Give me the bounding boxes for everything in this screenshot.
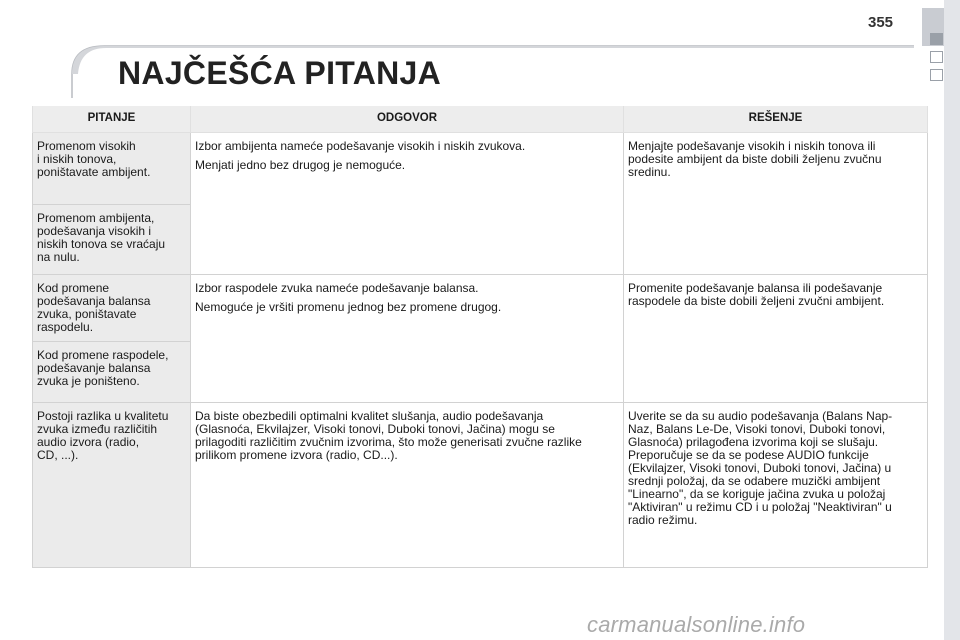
solution-cell <box>624 402 928 567</box>
answer-text: Da biste obezbedili optimalni kvalitet slušanja, audio podešavanja (Glasnoća, Ekvilajzer, Visoki tonovi, Duboki tonovi, Jačina) mogu se prilagoditi različitim zvučnim izvorima, što može generisati zvučne razlike prilikom promene izvora (radio, CD...). <box>195 408 582 462</box>
page-title: NAJČEŠĆA PITANJA <box>118 55 442 91</box>
page-number: 355 <box>868 14 894 31</box>
tab-square-icon <box>930 51 943 63</box>
question-text: Kod promene podešavanja balansa zvuka, poništavate raspodelu. <box>37 280 151 334</box>
tab-square-icon <box>930 69 943 81</box>
solution-text: Promenite podešavanje balansa ili podešavanje raspodele da biste dobili željeni zvučni ambijent. <box>628 280 885 308</box>
question-cell <box>33 341 191 402</box>
table-row <box>33 132 928 204</box>
table-row <box>33 402 928 567</box>
answer-cell <box>191 132 624 274</box>
answer-cell <box>191 274 624 402</box>
question-text: Promenom visokih i niskih tonova, poništavate ambijent. <box>37 138 151 179</box>
solution-text: Menjajte podešavanje visokih i niskih tonova ili podesite ambijent da biste dobili željenu zvučnu sredinu. <box>628 138 882 179</box>
table-row <box>33 274 928 341</box>
question-text: Promenom ambijenta, podešavanja visokih i niskih tonova se vraćaju na nulu. <box>37 210 166 264</box>
column-header: ODGOVOR <box>191 106 624 132</box>
answer-text: Menjati jedno bez drugog je nemoguće. <box>195 157 406 172</box>
watermark: carmanualsonline.info <box>587 612 806 637</box>
answer-text: Izbor raspodele zvuka nameće podešavanje balansa. <box>195 280 479 295</box>
answer-cell <box>191 402 624 567</box>
table-header-row <box>33 106 928 132</box>
answer-text: Izbor ambijenta nameće podešavanje visokih i niskih zvukova. <box>195 138 526 153</box>
tab-square-icon <box>930 33 943 45</box>
question-text: Postoji razlika u kvalitetu zvuka između različitih audio izvora (radio, CD, ...). <box>37 408 169 462</box>
solution-cell <box>624 274 928 402</box>
faq-table <box>32 106 928 568</box>
question-cell <box>33 274 191 341</box>
question-cell <box>33 204 191 274</box>
solution-cell <box>624 132 928 274</box>
question-cell <box>33 402 191 567</box>
answer-text: Nemoguće je vršiti promenu jednog bez promene drugog. <box>195 299 502 314</box>
column-header: PITANJE <box>33 106 191 132</box>
side-bar <box>944 0 960 640</box>
column-header: REŠENJE <box>624 106 928 132</box>
question-text: Kod promene raspodele, podešavanje balansa zvuka je poništeno. <box>37 347 169 388</box>
solution-text: Uverite se da su audio podešavanja (Balans Nap- Naz, Balans Le-De, Visoki tonovi, Duboki tonovi, Glasnoća) prilagođena izvorima koji se slušaju. Preporučuje se da se podese AUDIO funkcije (Ekvilajzer, Visoki tonovi, Duboki tonovi, Jačina) u srednji položaj, da se odabere muzički ambijent "Linearno", da se koriguje jačina zvuka u položaj "Aktiviran" u režimu CD i u položaj "Neaktiviran" u radio režimu. <box>628 408 893 527</box>
question-cell <box>33 132 191 204</box>
